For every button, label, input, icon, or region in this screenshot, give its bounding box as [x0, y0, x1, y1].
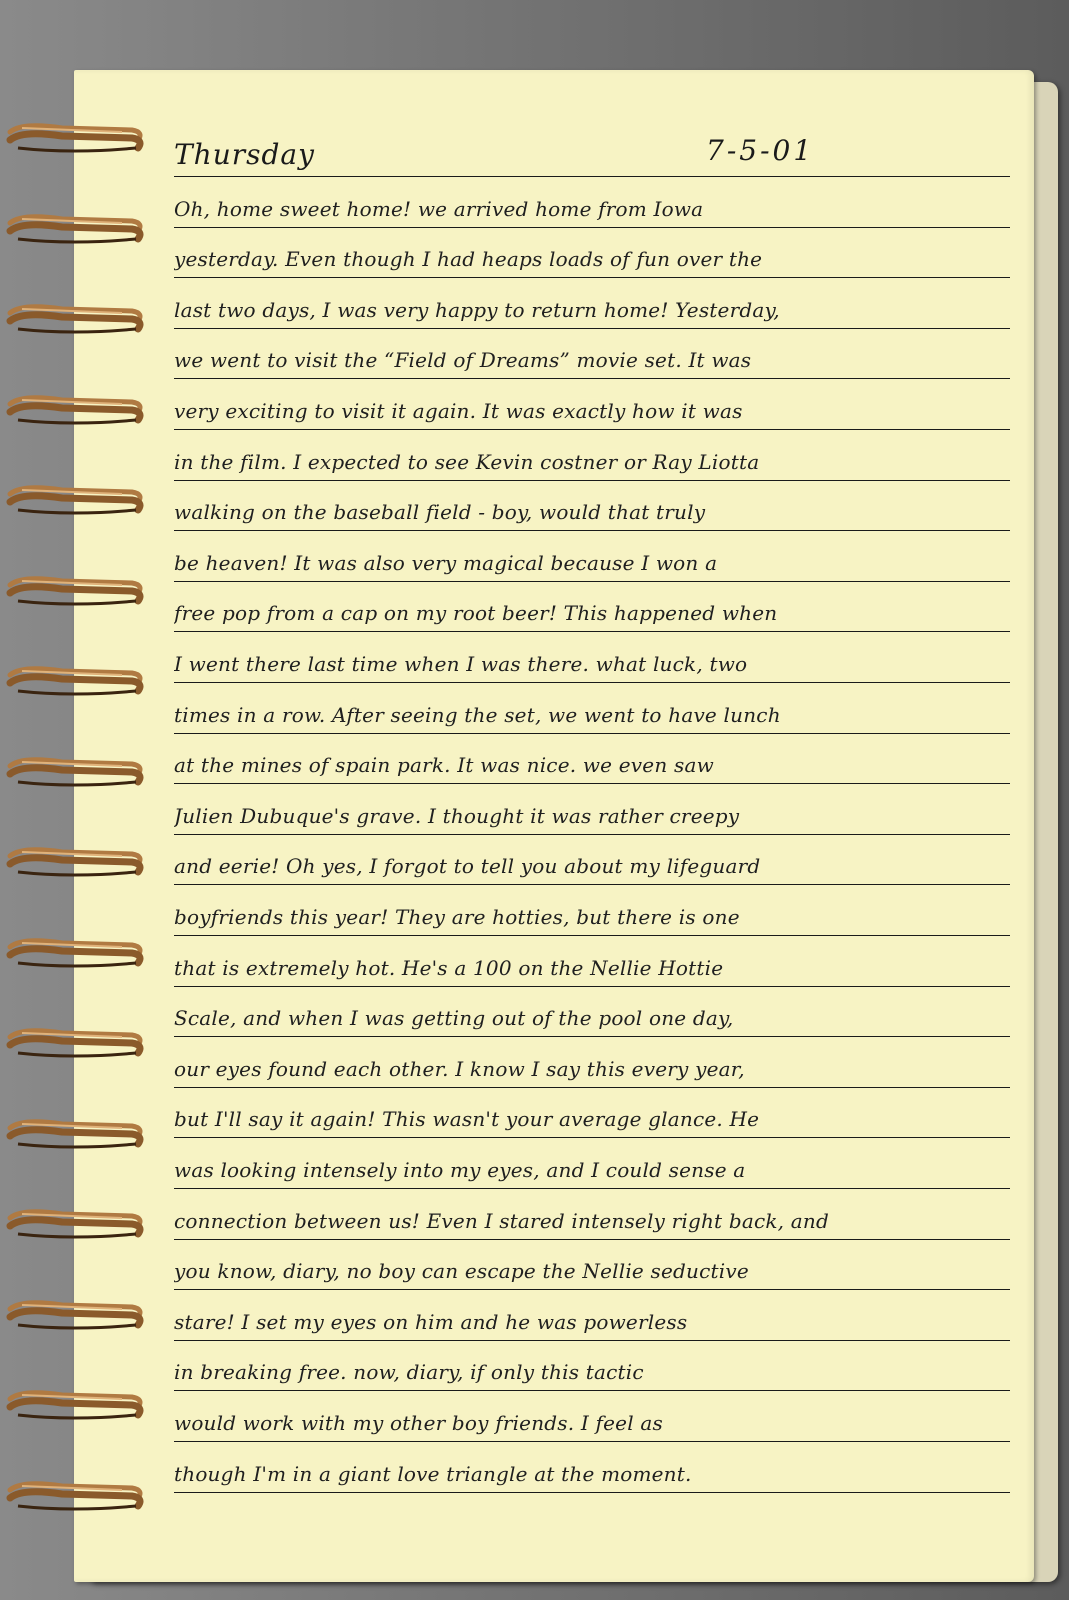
- ruled-line: [174, 581, 1010, 582]
- ruled-line: [174, 429, 1010, 430]
- spiral-coil: [2, 299, 152, 339]
- ruled-line: [174, 682, 1010, 683]
- spiral-coil: [2, 1476, 152, 1516]
- spiral-coil: [2, 933, 152, 973]
- ruled-line: [174, 834, 1010, 835]
- spiral-coil: [2, 752, 152, 792]
- ruled-line: [174, 783, 1010, 784]
- ruled-line: [174, 733, 1010, 734]
- handwritten-line: very exciting to visit it again. It was exactly how it was: [174, 399, 743, 423]
- handwritten-line: I went there last time when I was there. what luck, two: [174, 652, 748, 676]
- entry-date: 7-5-01: [706, 134, 815, 167]
- spiral-coil: [2, 1204, 152, 1244]
- handwritten-line: was looking intensely into my eyes, and I could sense a: [174, 1158, 746, 1182]
- handwritten-line: in the film. I expected to see Kevin costner or Ray Liotta: [174, 449, 760, 474]
- handwritten-line: last two days, I was very happy to return home! Yesterday,: [174, 297, 780, 322]
- ruled-line: [174, 227, 1010, 228]
- handwritten-line: stare! I set my eyes on him and he was powerless: [174, 1309, 688, 1334]
- spiral-coil: [2, 661, 152, 701]
- ruled-line: [174, 1289, 1010, 1290]
- ruled-line: [174, 530, 1010, 531]
- handwritten-line: at the mines of spain park. It was nice. we even saw: [174, 753, 714, 778]
- spiral-coil: [2, 1295, 152, 1335]
- handwritten-line: our eyes found each other. I know I say this every year,: [174, 1056, 745, 1081]
- entry-day: Thursday: [174, 138, 315, 171]
- handwritten-line: Scale, and when I was getting out of the pool one day,: [174, 1006, 734, 1031]
- spiral-coil: [2, 480, 152, 520]
- spiral-coil: [2, 118, 152, 158]
- ruled-line: [174, 631, 1010, 632]
- spiral-coil: [2, 842, 152, 882]
- notebook-page: [74, 70, 1034, 1582]
- spiral-coil: [2, 390, 152, 430]
- handwritten-line: yesterday. Even though I had heaps loads of fun over the: [174, 247, 763, 272]
- handwritten-line: we went to visit the “Field of Dreams” movie set. It was: [174, 348, 752, 373]
- handwritten-line: Oh, home sweet home! we arrived home from Iowa: [174, 196, 704, 221]
- handwritten-line: connection between us! Even I stared intensely right back, and: [174, 1208, 829, 1233]
- handwritten-line: would work with my other boy friends. I feel as: [174, 1411, 663, 1435]
- handwritten-line: boyfriends this year! They are hotties, but there is one: [174, 905, 740, 929]
- ruled-line: [174, 480, 1010, 481]
- handwritten-line: times in a row. After seeing the set, we went to have lunch: [174, 702, 781, 727]
- ruled-line: [174, 176, 1010, 177]
- handwritten-line: you know, diary, no boy can escape the Nellie seductive: [174, 1259, 749, 1284]
- spiral-coil: [2, 1385, 152, 1425]
- handwritten-line: walking on the baseball field - boy, would that truly: [174, 500, 706, 525]
- spiral-coil: [2, 571, 152, 611]
- ruled-line: [174, 378, 1010, 379]
- ruled-line: [174, 935, 1010, 936]
- ruled-line: [174, 1492, 1010, 1493]
- spiral-coil: [2, 209, 152, 249]
- ruled-line: [174, 986, 1010, 987]
- handwritten-line: but I'll say it again! This wasn't your average glance. He: [174, 1107, 760, 1132]
- ruled-line: [174, 1137, 1010, 1138]
- handwritten-line: in breaking free. now, diary, if only this tactic: [174, 1360, 644, 1385]
- ruled-line: [174, 1188, 1010, 1189]
- handwritten-line: free pop from a cap on my root beer! This happened when: [174, 601, 778, 626]
- ruled-line: [174, 1239, 1010, 1240]
- spiral-coil: [2, 1114, 152, 1154]
- spiral-coil: [2, 1023, 152, 1063]
- ruled-line: [174, 884, 1010, 885]
- ruled-line: [174, 1390, 1010, 1391]
- handwritten-line: that is extremely hot. He's a 100 on the Nellie Hottie: [174, 955, 724, 980]
- handwritten-line: be heaven! It was also very magical because I won a: [174, 550, 718, 575]
- ruled-line: [174, 1340, 1010, 1341]
- ruled-line: [174, 277, 1010, 278]
- handwritten-line: Julien Dubuque's grave. I thought it was rather creepy: [174, 803, 740, 828]
- ruled-line: [174, 328, 1010, 329]
- ruled-line: [174, 1087, 1010, 1088]
- handwritten-line: though I'm in a giant love triangle at the moment.: [174, 1461, 692, 1486]
- ruled-line: [174, 1036, 1010, 1037]
- handwritten-line: and eerie! Oh yes, I forgot to tell you about my lifeguard: [174, 854, 761, 879]
- ruled-line: [174, 1441, 1010, 1442]
